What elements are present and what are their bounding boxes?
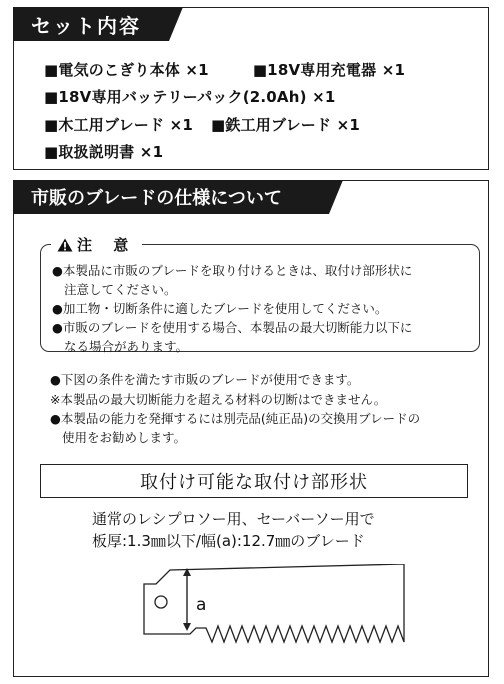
blade-spec-box <box>13 180 489 677</box>
caution-heading <box>51 234 142 255</box>
set-item: ■18V専用バッテリーパック(2.0Ah) ×1 <box>44 88 336 106</box>
set-item: ■電気のこぎり本体 ×1 <box>44 61 209 79</box>
tab-notch <box>329 180 343 214</box>
set-contents-title: セット内容 <box>13 7 169 41</box>
caution-box <box>40 236 480 354</box>
set-item: ■木工用ブレード ×1 <box>44 116 194 134</box>
set-item-row-4 <box>44 141 163 162</box>
caution-line: 注意してください。 <box>64 282 177 297</box>
blade-diagram <box>134 564 424 650</box>
condition-line: 板厚:1.3㎜以下/幅(a):12.7㎜のブレード <box>92 532 365 550</box>
note-line: ※本製品の最大切断能力を超える材料の切断はできません。 <box>50 392 387 407</box>
set-item-row-1 <box>44 59 405 80</box>
set-item-row-2 <box>44 86 336 107</box>
set-item: ■鉄工用ブレード ×1 <box>211 116 361 134</box>
caution-line: ●本製品に市販のブレードを取り付けるときは、取付け部形状に <box>52 263 413 278</box>
width-label: a <box>196 595 207 615</box>
set-item: ■取扱説明書 ×1 <box>44 143 164 161</box>
note-line: 使用をお勧めします。 <box>62 430 187 445</box>
condition-line: 通常のレシプロソー用、セーバーソー用で <box>92 510 375 528</box>
mount-shape-heading: 取付け可能な取付け部形状 <box>40 464 468 498</box>
blade-spec-title: 市販のブレードの仕様について <box>13 180 329 214</box>
set-item-row-3 <box>44 114 360 135</box>
caution-title: 注 意 <box>77 236 137 254</box>
warning-triangle-icon <box>57 238 73 252</box>
caution-line: ●加工物・切断条件に適したブレードを使用してください。 <box>52 301 388 316</box>
tab-notch <box>169 7 183 41</box>
set-contents-box <box>13 7 489 170</box>
note-line: ●本製品の能力を発揮するには別売品(純正品)の交換用ブレードの <box>50 411 421 426</box>
note-line: ●下図の条件を満たす市販のブレードが使用できます。 <box>50 372 360 387</box>
set-item: ■18V専用充電器 ×1 <box>252 61 406 79</box>
caution-line: なる場合があります。 <box>64 339 189 354</box>
tang-hole <box>155 596 167 608</box>
blade-outline <box>144 564 404 642</box>
caution-line: ●市販のブレードを使用する場合、本製品の最大切断能力以下に <box>52 320 413 335</box>
